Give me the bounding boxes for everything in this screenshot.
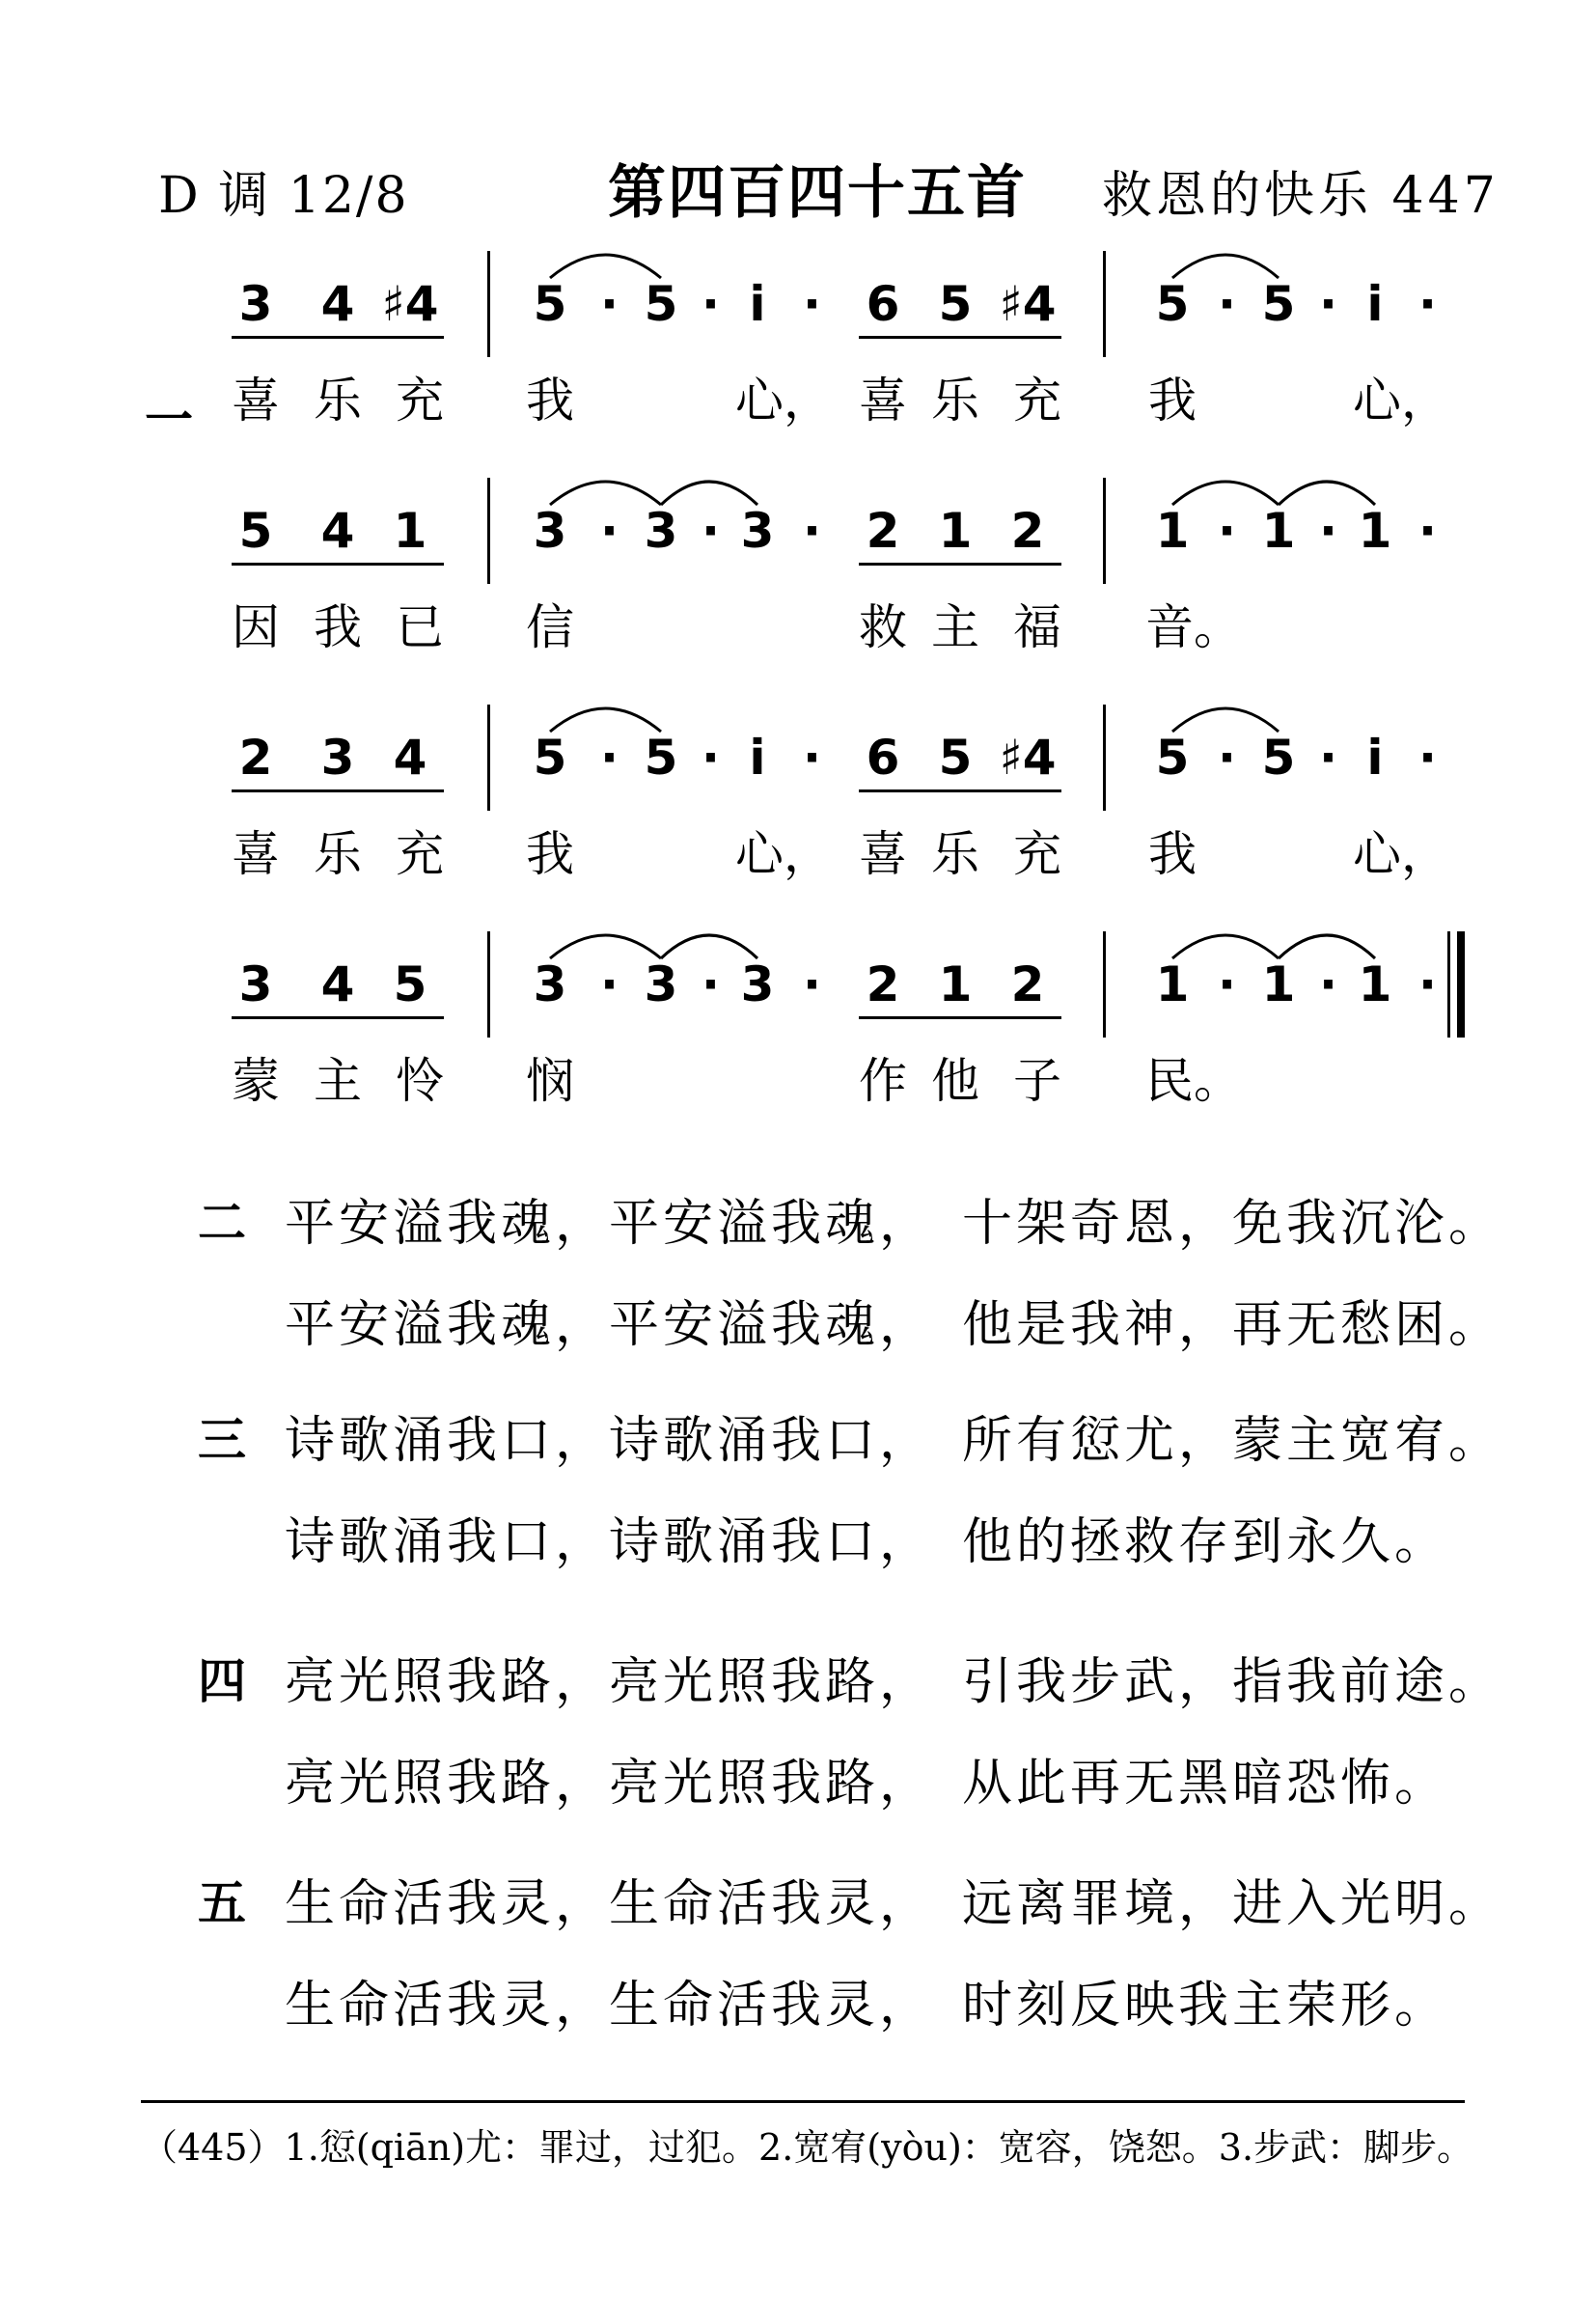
lyric-syllable: 主 xyxy=(314,1053,362,1109)
lyric-syllable: 心， xyxy=(1353,373,1449,429)
verse-line: 诗歌涌我口，诗歌涌我口， 他的拯救存到永久。 xyxy=(285,1513,1449,1571)
slur-arc xyxy=(661,935,757,958)
verse-line: 亮光照我路，亮光照我路， 从此再无黑暗恐怖。 xyxy=(285,1755,1449,1813)
lyric-syllable: 心， xyxy=(735,373,832,429)
note: 1 xyxy=(1358,503,1392,559)
note: 6 xyxy=(866,730,900,786)
lyric-syllable: 我 xyxy=(526,826,574,882)
key-signature: D 调 12/8 xyxy=(158,167,409,225)
note: ♯4 xyxy=(999,276,1057,332)
slur-arc xyxy=(1279,482,1375,505)
dot-note: · xyxy=(1319,730,1337,786)
beam-underline xyxy=(232,336,444,339)
note: 2 xyxy=(1010,956,1045,1012)
beam-underline xyxy=(232,789,444,792)
dot-note: · xyxy=(1418,730,1437,786)
slur-arc xyxy=(1172,708,1279,732)
slur-arc xyxy=(1172,255,1279,278)
note: 5 xyxy=(938,730,973,786)
lyric-syllable: 充 xyxy=(1013,826,1061,882)
dot-note: · xyxy=(600,956,619,1012)
lyric-syllable: 乐 xyxy=(931,826,979,882)
note: 5 xyxy=(393,956,427,1012)
lyric-syllable: 已 xyxy=(396,599,444,655)
note: ♯4 xyxy=(999,730,1057,786)
beam-underline xyxy=(232,1016,444,1019)
slur-arc xyxy=(550,935,661,958)
lyric-syllable: 乐 xyxy=(931,373,979,429)
lyric-syllable: 喜 xyxy=(859,373,907,429)
note: 3 xyxy=(533,503,567,559)
lyric-syllable: 子 xyxy=(1013,1053,1061,1109)
verse-line: 生命活我灵，生命活我灵， 远离罪境，进入光明。 xyxy=(285,1875,1503,1933)
slur-arc xyxy=(550,708,661,732)
note: 2 xyxy=(866,956,900,1012)
dot-note: · xyxy=(702,503,720,559)
lyric-syllable: 我 xyxy=(526,373,574,429)
beam-underline xyxy=(859,789,1061,792)
note: 4 xyxy=(320,276,355,332)
verse-number: 四 xyxy=(198,1653,246,1709)
dot-note: · xyxy=(1418,503,1437,559)
note: 1 xyxy=(1261,956,1296,1012)
dot-note: · xyxy=(1218,276,1236,332)
dot-note: · xyxy=(1218,956,1236,1012)
slur-arc xyxy=(1172,935,1279,958)
note: 5 xyxy=(938,276,973,332)
note: 3 xyxy=(238,956,273,1012)
dot-note: · xyxy=(600,730,619,786)
verse-line: 亮光照我路，亮光照我路， 引我步武，指我前途。 xyxy=(285,1653,1503,1711)
lyric-syllable: 音。 xyxy=(1145,599,1242,655)
slur-arc xyxy=(661,482,757,505)
note: 2 xyxy=(866,503,900,559)
lyric-syllable: 怜 xyxy=(396,1053,444,1109)
note: ♯4 xyxy=(381,276,439,332)
note: i̇ xyxy=(1366,276,1384,332)
note: 3 xyxy=(644,956,678,1012)
beam-underline xyxy=(859,563,1061,566)
note: 4 xyxy=(320,503,355,559)
hymn-title: 第四百四十五首 xyxy=(608,159,1027,227)
dot-note: · xyxy=(1218,730,1236,786)
note: 6 xyxy=(866,276,900,332)
note: 3 xyxy=(238,276,273,332)
note: 5 xyxy=(1155,276,1190,332)
note: 3 xyxy=(740,503,775,559)
footnote-rule xyxy=(141,2100,1465,2103)
lyric-syllable: 心， xyxy=(735,826,832,882)
dot-note: · xyxy=(702,276,720,332)
dot-note: · xyxy=(803,276,821,332)
verse-line: 平安溢我魂，平安溢我魂， 十架奇恩，免我沉沦。 xyxy=(285,1195,1503,1253)
verse-line: 平安溢我魂，平安溢我魂， 他是我神，再无愁困。 xyxy=(285,1296,1503,1354)
lyric-syllable: 他 xyxy=(931,1053,979,1109)
note: 5 xyxy=(1261,730,1296,786)
beam-underline xyxy=(232,563,444,566)
slur-arc xyxy=(1172,482,1279,505)
lyric-syllable: 我 xyxy=(1148,826,1197,882)
lyric-syllable: 救 xyxy=(859,599,907,655)
verse-line: 诗歌涌我口，诗歌涌我口， 所有愆尤，蒙主宽宥。 xyxy=(285,1412,1503,1470)
dot-note: · xyxy=(1319,503,1337,559)
lyric-syllable: 喜 xyxy=(232,826,280,882)
verse-number: 五 xyxy=(198,1875,246,1931)
dot-note: · xyxy=(1418,276,1437,332)
note: 2 xyxy=(238,730,273,786)
hymn-subtitle: 救恩的快乐 447 xyxy=(1102,167,1500,225)
note: 1 xyxy=(1261,503,1296,559)
slur-arc xyxy=(1279,935,1375,958)
lyric-syllable: 充 xyxy=(396,826,444,882)
verse-number: 二 xyxy=(198,1195,246,1251)
lyric-syllable: 充 xyxy=(396,373,444,429)
lyric-syllable: 我 xyxy=(314,599,362,655)
verse-line: 生命活我灵，生命活我灵， 时刻反映我主荣形。 xyxy=(285,1977,1449,2035)
lyric-syllable: 心， xyxy=(1353,826,1449,882)
note: 5 xyxy=(533,730,567,786)
lyric-syllable: 蒙 xyxy=(232,1053,280,1109)
note: 1 xyxy=(938,956,973,1012)
note: 5 xyxy=(644,276,678,332)
note: 4 xyxy=(393,730,427,786)
lyric-syllable: 民。 xyxy=(1145,1053,1242,1109)
slur-group xyxy=(0,912,1596,970)
lyric-syllable: 作 xyxy=(859,1053,907,1109)
lyric-syllable: 乐 xyxy=(314,826,362,882)
note: i̇ xyxy=(749,730,766,786)
note: i̇ xyxy=(749,276,766,332)
lyric-syllable: 福 xyxy=(1013,599,1061,655)
note: 4 xyxy=(320,956,355,1012)
dot-note: · xyxy=(803,730,821,786)
note: 3 xyxy=(533,956,567,1012)
note: 3 xyxy=(320,730,355,786)
beam-underline xyxy=(859,336,1061,339)
note: 3 xyxy=(644,503,678,559)
lyric-syllable: 信 xyxy=(526,599,574,655)
dot-note: · xyxy=(1319,956,1337,1012)
verse-number: 三 xyxy=(198,1412,246,1468)
dot-note: · xyxy=(600,276,619,332)
note: i̇ xyxy=(1366,730,1384,786)
lyric-syllable: 悯 xyxy=(526,1053,574,1109)
note: 1 xyxy=(1358,956,1392,1012)
dot-note: · xyxy=(600,503,619,559)
note: 2 xyxy=(1010,503,1045,559)
note: 5 xyxy=(644,730,678,786)
slur-arc xyxy=(550,482,661,505)
dot-note: · xyxy=(803,503,821,559)
footnote: （445）1.愆(qiān)尤：罪过，过犯。2.宽宥(yòu)：宽容，饶恕。3.步武：脚步。 xyxy=(141,2126,1474,2169)
note: 1 xyxy=(1155,503,1190,559)
note: 1 xyxy=(938,503,973,559)
note: 3 xyxy=(740,956,775,1012)
lyric-syllable: 主 xyxy=(931,599,979,655)
note: 5 xyxy=(533,276,567,332)
lyric-syllable: 乐 xyxy=(314,373,362,429)
dot-note: · xyxy=(1319,276,1337,332)
lyric-syllable: 因 xyxy=(232,599,280,655)
verse-number-1: 一 xyxy=(145,392,193,448)
note: 5 xyxy=(1155,730,1190,786)
dot-note: · xyxy=(702,956,720,1012)
dot-note: · xyxy=(803,956,821,1012)
beam-underline xyxy=(859,1016,1061,1019)
lyric-syllable: 我 xyxy=(1148,373,1197,429)
lyric-syllable: 喜 xyxy=(232,373,280,429)
note: 5 xyxy=(238,503,273,559)
slur-group xyxy=(0,685,1596,743)
dot-note: · xyxy=(702,730,720,786)
lyric-syllable: 喜 xyxy=(859,826,907,882)
note: 1 xyxy=(393,503,427,559)
slur-group xyxy=(0,232,1596,290)
slur-group xyxy=(0,458,1596,516)
dot-note: · xyxy=(1418,956,1437,1012)
dot-note: · xyxy=(1218,503,1236,559)
note: 5 xyxy=(1261,276,1296,332)
note: 1 xyxy=(1155,956,1190,1012)
lyric-syllable: 充 xyxy=(1013,373,1061,429)
slur-arc xyxy=(550,255,661,278)
